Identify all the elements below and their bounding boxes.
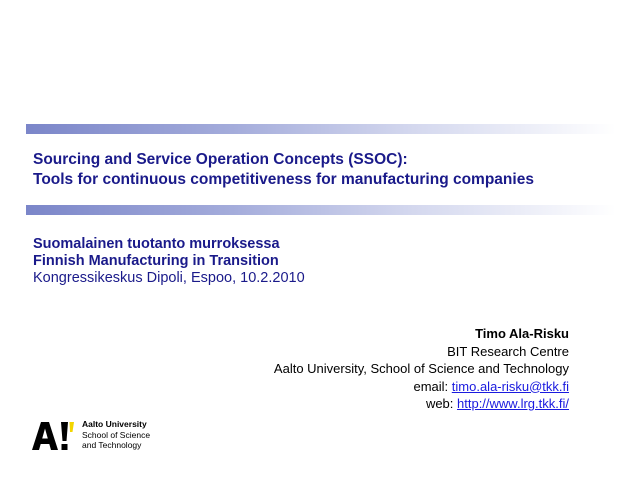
title-line-1: Sourcing and Service Operation Concepts (SSOC): xyxy=(33,151,408,168)
web-link[interactable]: http://www.lrg.tkk.fi/ xyxy=(457,396,569,411)
subtitle-finnish: Suomalainen tuotanto murroksessa xyxy=(33,236,280,252)
author-block xyxy=(274,325,569,413)
author-affiliation: Aalto University, School of Science and Technology xyxy=(273,361,569,376)
web-label: web: xyxy=(425,396,458,411)
logo-text xyxy=(82,419,150,451)
event-info xyxy=(33,236,305,287)
aalto-logo-mark-icon xyxy=(30,418,78,452)
email-label: email: xyxy=(413,378,452,394)
author-web-row xyxy=(274,395,569,413)
author-email-row xyxy=(274,378,569,396)
subtitle-english: Finnish Manufacturing in Transition xyxy=(33,253,279,269)
event-location-date: Kongressikeskus Dipoli, Espoo, 10.2.2010 xyxy=(33,270,305,286)
decorative-bar-bottom xyxy=(26,205,616,215)
decorative-bar-top xyxy=(26,124,616,134)
logo-line-1: Aalto University xyxy=(82,419,147,429)
author-unit: BIT Research Centre xyxy=(447,343,569,359)
email-link[interactable]: timo.ala-risku@tkk.fi xyxy=(451,378,569,394)
title-line-2: Tools for continuous competitiveness for manufacturing companies xyxy=(33,171,534,188)
slide-title xyxy=(33,150,633,190)
author-name: Timo Ala-Risku xyxy=(475,326,569,341)
logo-line-2: School of Science xyxy=(82,429,151,440)
logo-line-3: and Technology xyxy=(82,440,142,450)
